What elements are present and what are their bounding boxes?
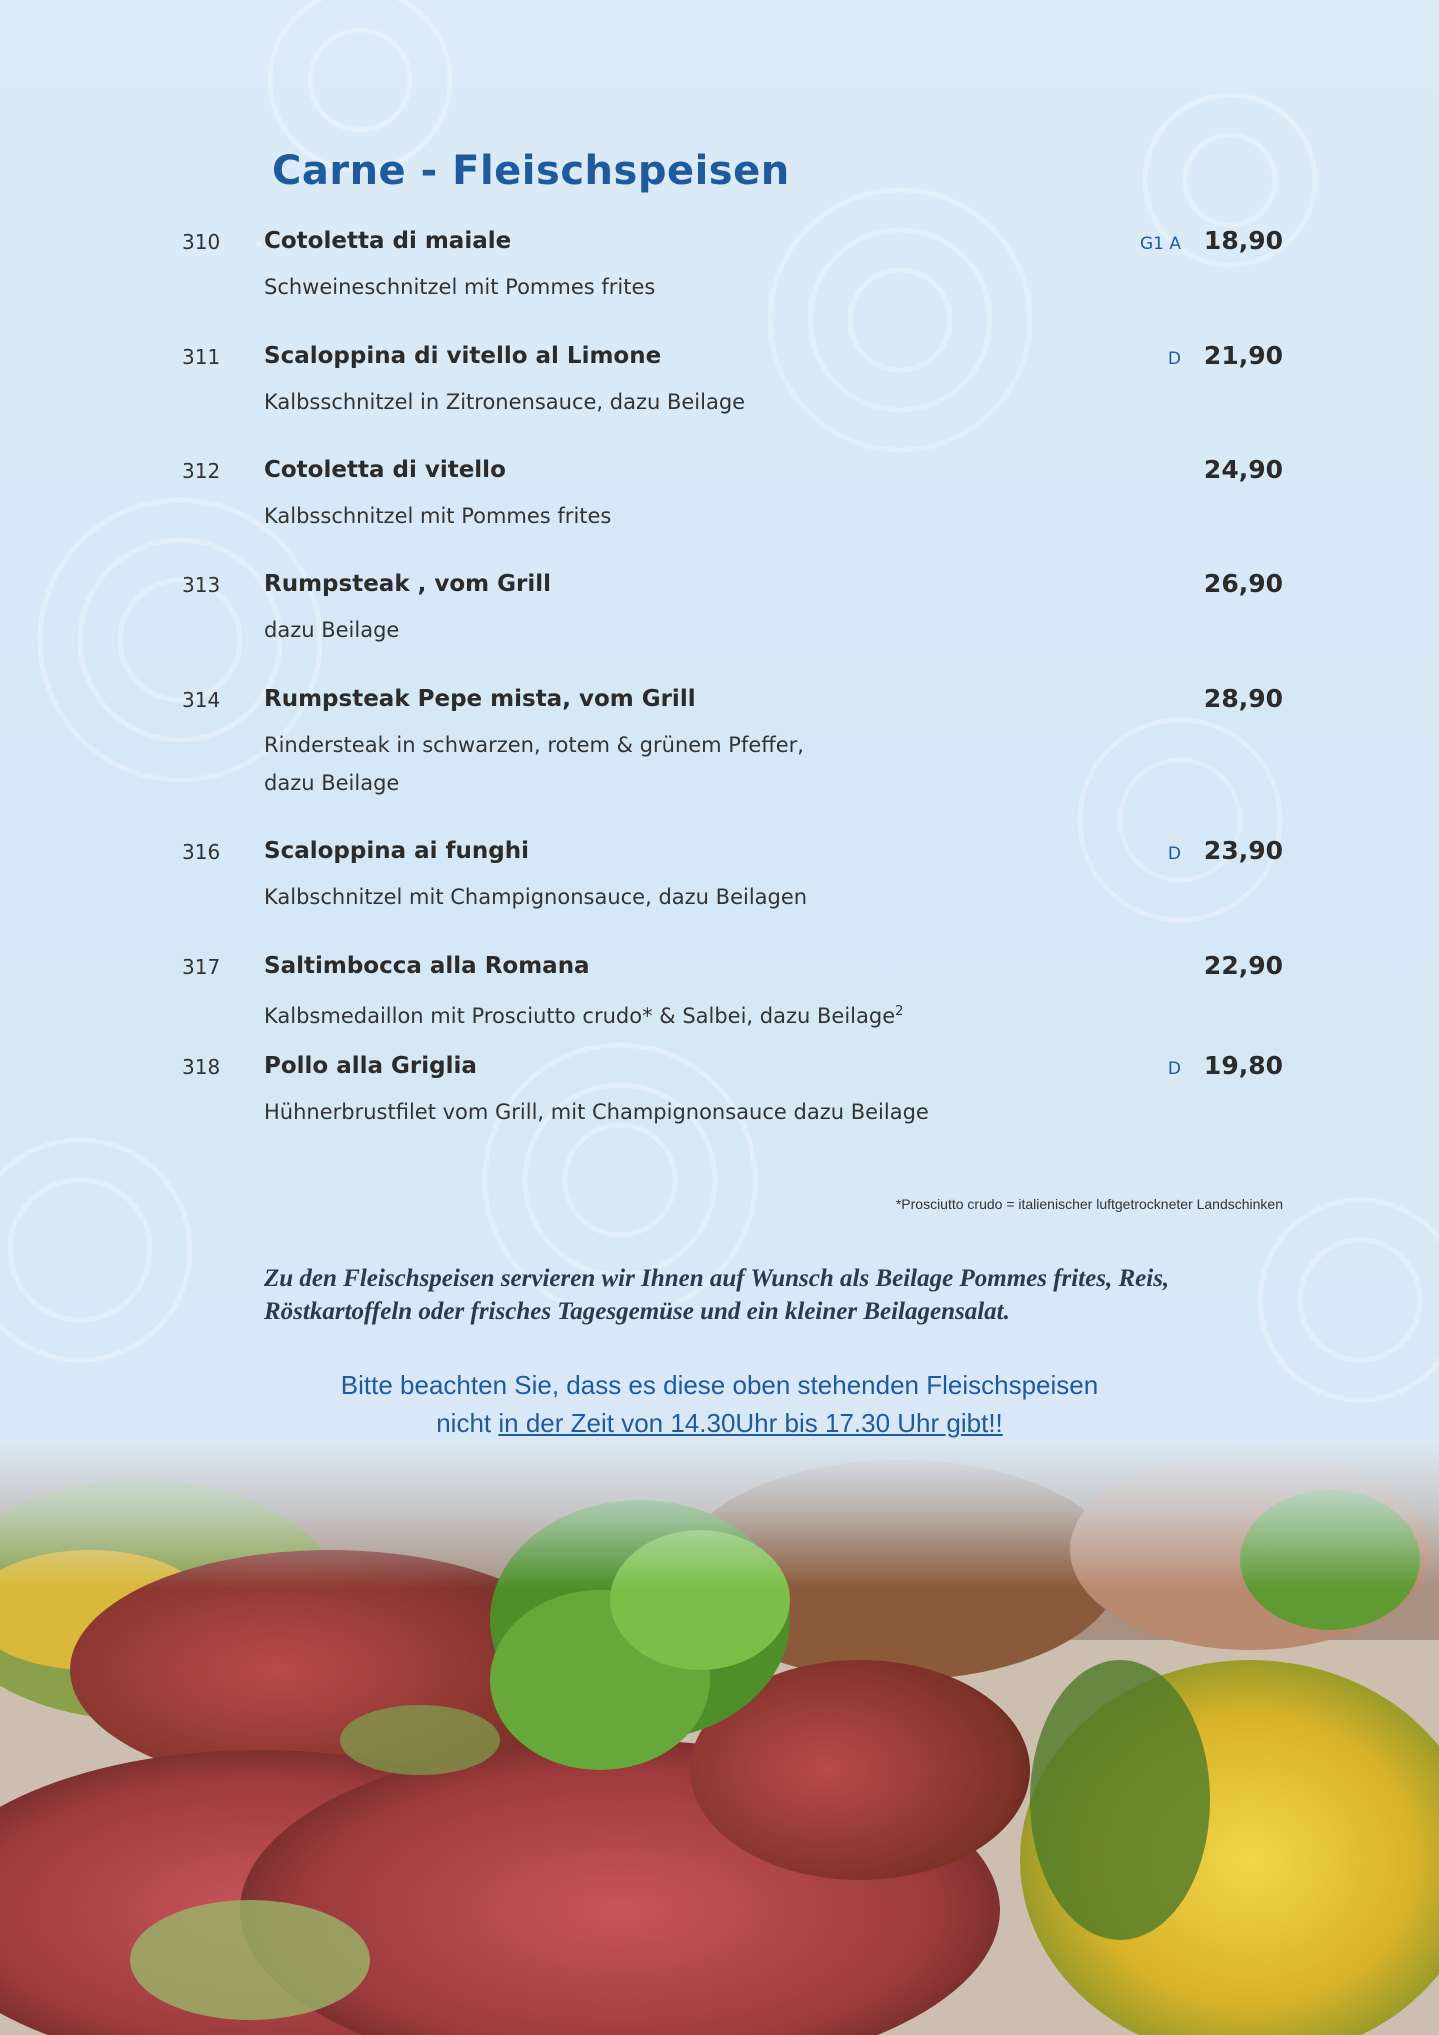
item-number: 318 <box>182 1055 221 1079</box>
item-name: Scaloppina ai funghi <box>264 838 530 864</box>
item-description-superscript: 2 <box>895 1004 904 1019</box>
page-title: Carne - Fleischspeisen <box>272 148 790 194</box>
item-name: Scaloppina di vitello al Limone <box>264 343 662 369</box>
item-allergens: G1 A <box>1139 234 1181 254</box>
item-number: 313 <box>182 573 221 597</box>
footnote: *Prosciutto crudo = italienischer luftgetrockneter Landschinken <box>895 1196 1283 1212</box>
item-description: Hühnerbrustfilet vom Grill, mit Champignonsauce dazu Beilage <box>264 1100 929 1124</box>
item-name: Cotoletta di vitello <box>264 457 506 483</box>
item-price: 22,90 <box>1203 951 1283 980</box>
notice-time-range: in der Zeit von 14.30Uhr bis 17.30 Uhr gibt!! <box>498 1408 1003 1438</box>
notice-prefix: nicht <box>436 1408 499 1438</box>
item-description: Rindersteak in schwarzen, rotem & grünem Pfeffer, dazu Beilage <box>264 733 804 795</box>
notice-line-2 <box>0 1404 1439 1442</box>
item-description-text: Kalbsmedaillon mit Prosciutto crudo* & Salbei, dazu Beilage <box>264 1004 896 1028</box>
item-description: Schweineschnitzel mit Pommes frites <box>264 275 656 299</box>
item-number: 312 <box>182 459 221 483</box>
item-number: 316 <box>182 840 221 864</box>
item-description: Kalbschnitzel mit Champignonsauce, dazu Beilagen <box>264 885 808 909</box>
item-allergens: D <box>1167 844 1181 864</box>
side-dish-note: Zu den Fleischspeisen servieren wir Ihnen auf Wunsch als Beilage Pommes frites, Reis, Röstkartoffeln oder frisches Tagesgemüse und ein kleiner Beilagensalat. <box>264 1265 1170 1325</box>
item-allergens: D <box>1167 1059 1181 1079</box>
item-price: 19,80 <box>1203 1051 1283 1080</box>
item-price: 21,90 <box>1203 341 1283 370</box>
item-name: Cotoletta di maiale <box>264 228 512 254</box>
item-price: 23,90 <box>1203 836 1283 865</box>
item-number: 314 <box>182 688 221 712</box>
item-number: 311 <box>182 345 221 369</box>
notice-line-1: Bitte beachten Sie, dass es diese oben stehenden Fleischspeisen <box>340 1370 1099 1400</box>
item-number: 310 <box>182 230 221 254</box>
steak-food-photo <box>0 1440 1439 2035</box>
item-description: Kalbsschnitzel mit Pommes frites <box>264 504 612 528</box>
item-price: 18,90 <box>1203 226 1283 255</box>
item-number: 317 <box>182 955 221 979</box>
item-name: Rumpsteak Pepe mista, vom Grill <box>264 686 696 712</box>
item-description <box>264 993 1024 1035</box>
item-price: 24,90 <box>1203 455 1283 484</box>
item-description: Kalbsschnitzel in Zitronensauce, dazu Beilage <box>264 390 746 414</box>
item-name: Pollo alla Griglia <box>264 1053 477 1079</box>
availability-notice <box>0 1366 1439 1442</box>
item-price: 28,90 <box>1203 684 1283 713</box>
item-name: Saltimbocca alla Romana <box>264 953 590 979</box>
item-description: dazu Beilage <box>264 618 400 642</box>
item-price: 26,90 <box>1203 569 1283 598</box>
item-allergens: D <box>1167 349 1181 369</box>
item-name: Rumpsteak , vom Grill <box>264 571 552 597</box>
